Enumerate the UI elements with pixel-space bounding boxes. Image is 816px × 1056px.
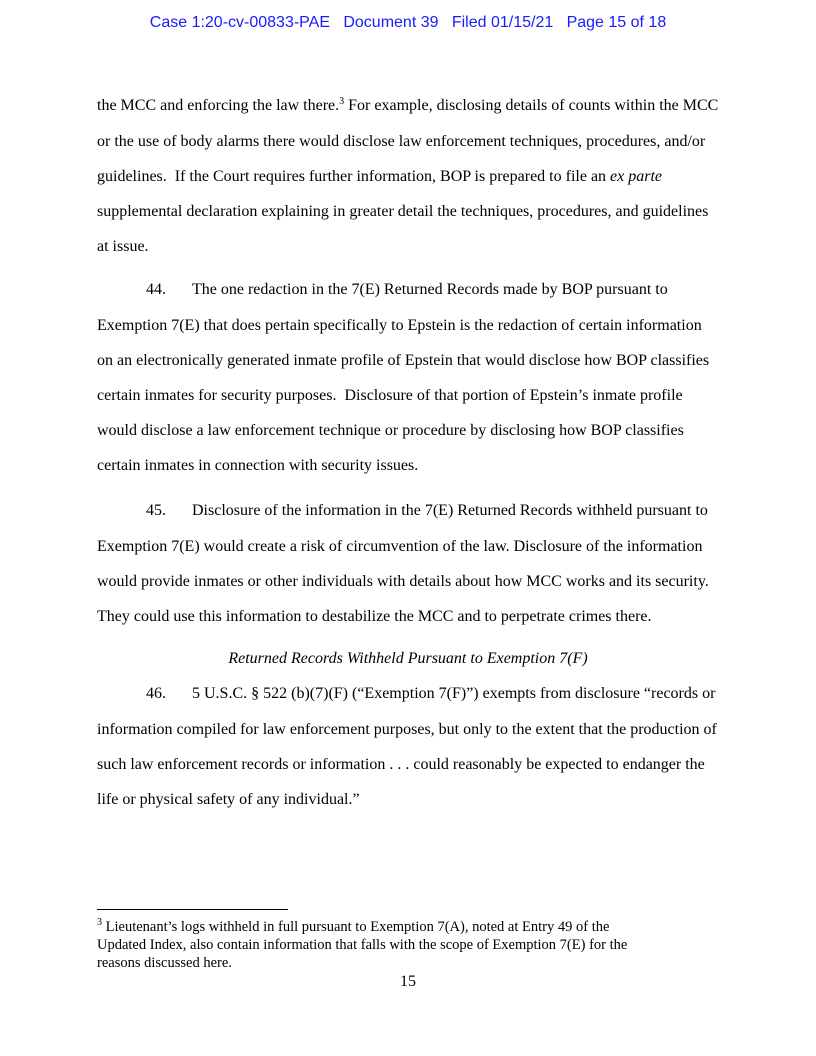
text: For example, disclosing details of counts within the MCC <box>344 97 719 114</box>
text-line: Exemption 7(E) that does pertain specifically to Epstein is the redaction of certain information <box>97 317 702 334</box>
text-line: They could use this information to destabilize the MCC and to perpetrate crimes there. <box>97 608 652 625</box>
text-line <box>97 168 662 186</box>
footnote-line: Updated Index, also contain information that falls with the scope of Exemption 7(E) for the <box>97 937 628 953</box>
text-line: certain inmates for security purposes. Disclosure of that portion of Epstein’s inmate profile <box>97 387 683 404</box>
text-line: Exemption 7(E) would create a risk of circumvention of the law. Disclosure of the information <box>97 538 703 555</box>
paragraph-number: 44. <box>146 281 166 298</box>
text: The one redaction in the 7(E) Returned Records made by BOP pursuant to <box>192 281 668 298</box>
page-number: 15 <box>400 973 416 990</box>
section-heading: Returned Records Withheld Pursuant to Exemption 7(F) <box>228 650 588 667</box>
text-line: supplemental declaration explaining in greater detail the techniques, procedures, and guidelines <box>97 203 709 220</box>
text: Disclosure of the information in the 7(E) Returned Records withheld pursuant to <box>192 502 708 519</box>
footnote-line: reasons discussed here. <box>97 955 232 971</box>
paragraph-45-first-line <box>146 502 708 520</box>
text-line: life or physical safety of any individual.” <box>97 791 360 808</box>
text: Lieutenant’s logs withheld in full pursuant to Exemption 7(A), noted at Entry 49 of the <box>102 919 610 935</box>
case-header: Case 1:20-cv-00833-PAE Document 39 Filed 01/15/21 Page 15 of 18 <box>149 14 667 31</box>
paragraph-44-first-line <box>146 281 668 299</box>
text: guidelines. If the Court requires further information, BOP is prepared to file an <box>97 168 611 185</box>
text: 5 U.S.C. § 522 (b)(7)(F) (“Exemption 7(F)”) exempts from disclosure “records or <box>192 685 716 702</box>
footnote-mark: 3 <box>97 917 102 928</box>
text: the MCC and enforcing the law there. <box>97 97 340 114</box>
paragraph-46-first-line <box>146 685 715 703</box>
text-line: such law enforcement records or information . . . could reasonably be expected to endanger the <box>97 756 705 773</box>
text-line: certain inmates in connection with security issues. <box>97 457 419 474</box>
text-line: would disclose a law enforcement technique or procedure by disclosing how BOP classifies <box>97 422 684 439</box>
footnote-divider <box>97 909 288 910</box>
paragraph-number: 45. <box>146 502 166 519</box>
text-line: at issue. <box>97 238 149 255</box>
footnote-ref: 3 <box>339 96 345 107</box>
italic-text: ex parte <box>610 168 663 185</box>
paragraph-number: 46. <box>146 685 166 702</box>
text-line: or the use of body alarms there would disclose law enforcement techniques, procedures, and/or <box>97 133 706 150</box>
text-line: would provide inmates or other individuals with details about how MCC works and its security. <box>97 573 709 590</box>
text-line: information compiled for law enforcement purposes, but only to the extent that the production of <box>97 721 717 738</box>
footnote-line <box>97 918 609 936</box>
text-line <box>97 97 718 115</box>
text-line: on an electronically generated inmate profile of Epstein that would disclose how BOP classifies <box>97 352 710 369</box>
